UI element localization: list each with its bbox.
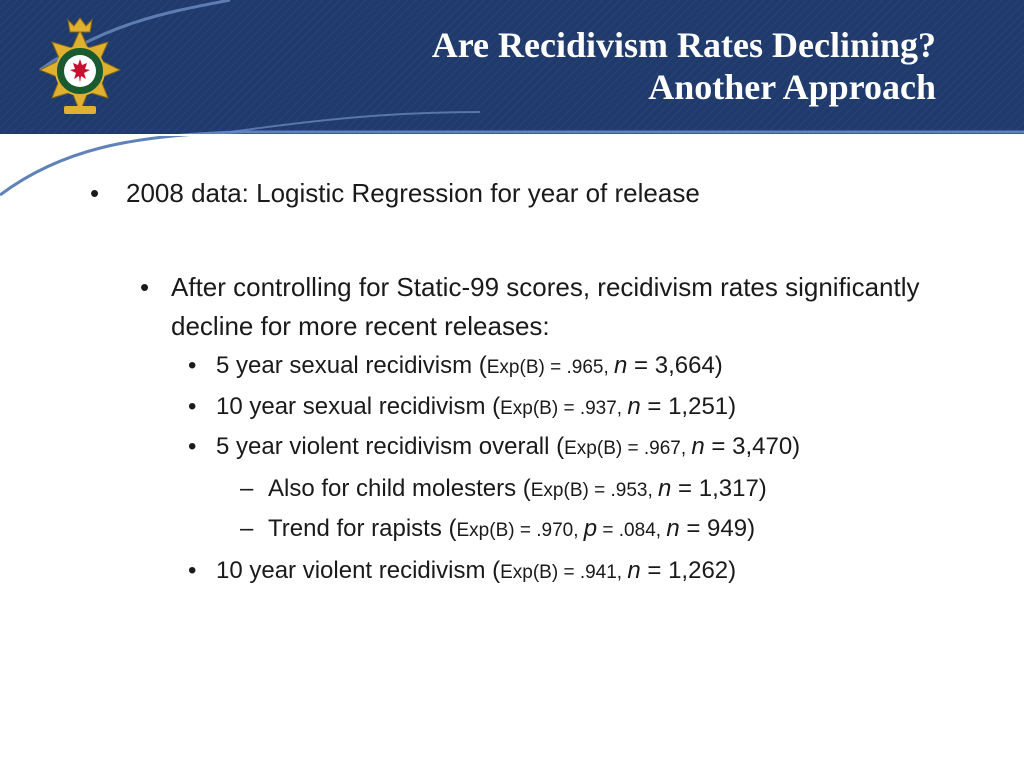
bullet-dot-icon: • — [188, 433, 197, 460]
item-n-value: = 3,470) — [704, 433, 801, 460]
bullet-dot-icon: • — [188, 352, 197, 379]
item-exp: Exp(B) = .953, — [530, 480, 659, 501]
slide-title-line-2: Another Approach — [648, 67, 936, 107]
slide-title-line-1: Are Recidivism Rates Declining? — [431, 25, 936, 65]
item-p-value: = .084, — [597, 520, 667, 541]
item-n-value: = 1,262) — [640, 557, 737, 584]
item-label: Also for child molesters ( — [268, 475, 531, 502]
bullet-dot-icon: • — [188, 557, 197, 584]
item-label: 5 year sexual recidivism ( — [216, 352, 487, 379]
item-n-symbol: n — [614, 352, 628, 379]
item-p-symbol: p — [583, 515, 598, 542]
item-n-symbol: n — [691, 433, 705, 460]
bullet-dot-icon: • — [90, 178, 100, 208]
item-n-value: = 1,251) — [640, 393, 737, 420]
item-label: 10 year violent recidivism ( — [216, 557, 501, 584]
item-exp: Exp(B) = .970, — [456, 520, 584, 541]
dash-bullet-icon: – — [240, 475, 254, 502]
bullet-dot-icon: • — [140, 272, 150, 302]
item-n-symbol: n — [627, 557, 641, 584]
item-exp: Exp(B) = .967, — [564, 438, 692, 459]
item-n-symbol: n — [666, 515, 680, 542]
dash-bullet-icon: – — [240, 515, 254, 542]
item-label: 5 year violent recidivism overall ( — [216, 433, 565, 460]
bullet-main-text: 2008 data: Logistic Regression for year of release — [126, 178, 700, 208]
item-n-value: = 1,317) — [671, 475, 767, 502]
bullet-sub-text: After controlling for Static-99 scores, recidivism rates significantly decline for more recent releases: — [171, 272, 920, 341]
item-n-symbol: n — [658, 475, 672, 502]
item-label: Trend for rapists ( — [268, 515, 457, 542]
bullet-dot-icon: • — [188, 393, 197, 420]
item-label: 10 year sexual recidivism ( — [216, 393, 501, 420]
item-n-symbol: n — [627, 393, 641, 420]
item-exp: Exp(B) = .941, — [500, 562, 628, 583]
item-n-value: = 3,664) — [627, 352, 723, 379]
item-n-value: = 949) — [679, 515, 756, 542]
item-exp: Exp(B) = .965, — [486, 357, 615, 378]
item-exp: Exp(B) = .937, — [500, 398, 628, 419]
